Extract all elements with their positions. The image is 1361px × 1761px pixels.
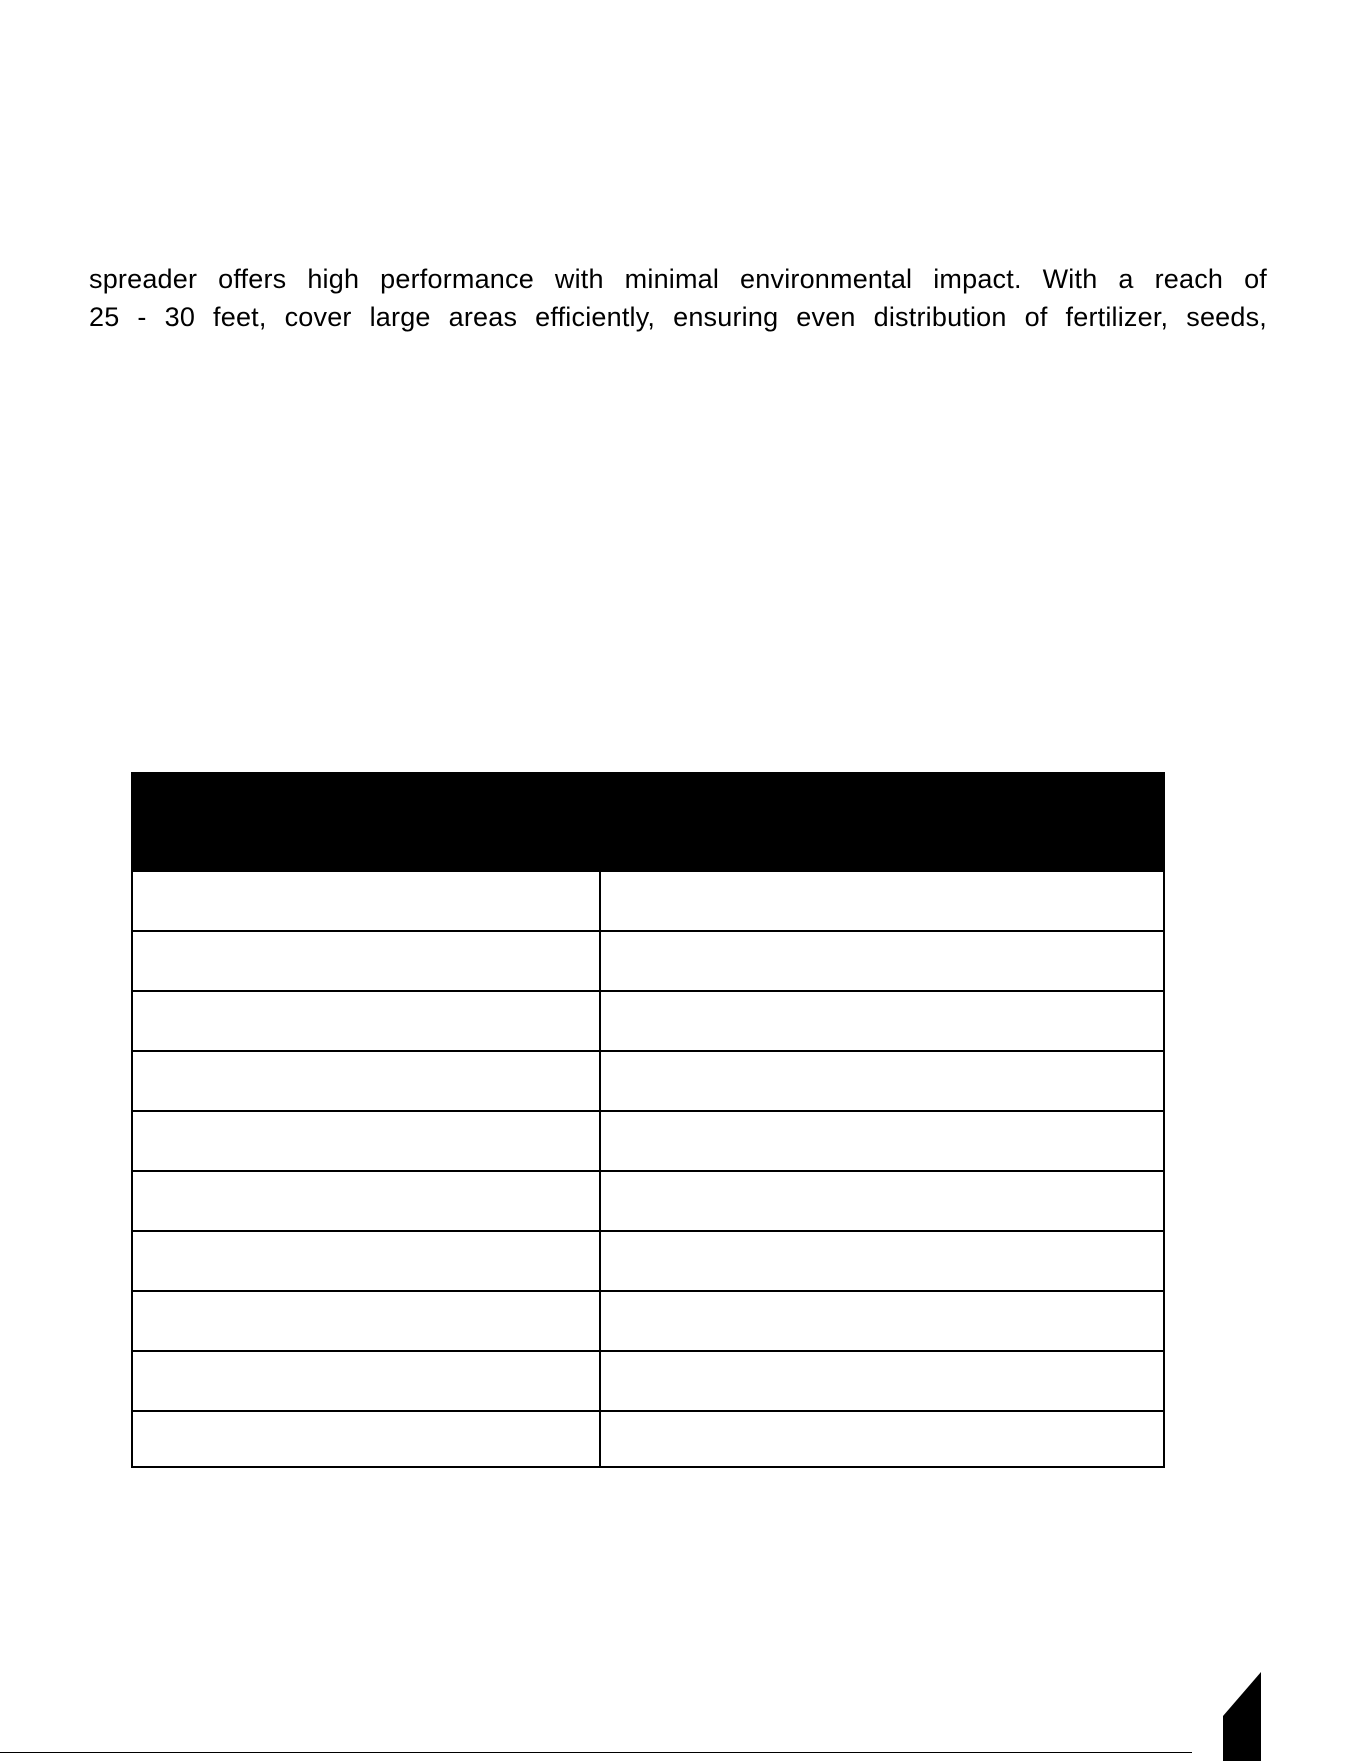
table-row bbox=[132, 931, 1164, 991]
table-cell bbox=[132, 991, 600, 1051]
table-row bbox=[132, 1111, 1164, 1171]
table-cell bbox=[600, 1051, 1164, 1111]
table-cell bbox=[132, 871, 600, 931]
table-cell bbox=[132, 1111, 600, 1171]
table-cell bbox=[132, 1231, 600, 1291]
table-cell bbox=[132, 931, 600, 991]
table-cell bbox=[132, 1291, 600, 1351]
table-cell bbox=[132, 1411, 600, 1467]
table-cell bbox=[600, 991, 1164, 1051]
table-cell bbox=[132, 1051, 600, 1111]
table-cell bbox=[600, 871, 1164, 931]
table-header-row bbox=[132, 773, 1164, 871]
table-cell bbox=[600, 1291, 1164, 1351]
table-cell bbox=[600, 1111, 1164, 1171]
table-row bbox=[132, 991, 1164, 1051]
body-paragraph bbox=[89, 260, 1267, 336]
table-cell bbox=[600, 1171, 1164, 1231]
spec-table bbox=[131, 772, 1165, 1468]
table-row bbox=[132, 871, 1164, 931]
table-header-cell bbox=[600, 773, 1164, 871]
table-row bbox=[132, 1351, 1164, 1411]
table-cell bbox=[132, 1171, 600, 1231]
paragraph-line-2: 25 - 30 feet, cover large areas efficiently, ensuring even distribution of fertilizer, seeds, bbox=[89, 302, 1267, 332]
paragraph-line-1: spreader offers high performance with minimal environmental impact. With a reach of bbox=[89, 264, 1267, 294]
page-corner-tab-icon bbox=[1223, 1672, 1261, 1761]
table-cell bbox=[600, 1411, 1164, 1467]
table-header-cell bbox=[132, 773, 600, 871]
table-row bbox=[132, 1051, 1164, 1111]
table-row bbox=[132, 1291, 1164, 1351]
table-row bbox=[132, 1231, 1164, 1291]
table-cell bbox=[132, 1351, 600, 1411]
table-cell bbox=[600, 1231, 1164, 1291]
table-cell bbox=[600, 1351, 1164, 1411]
table-cell bbox=[600, 931, 1164, 991]
table-row bbox=[132, 1171, 1164, 1231]
table-row bbox=[132, 1411, 1164, 1467]
footer-rule bbox=[0, 1752, 1192, 1753]
